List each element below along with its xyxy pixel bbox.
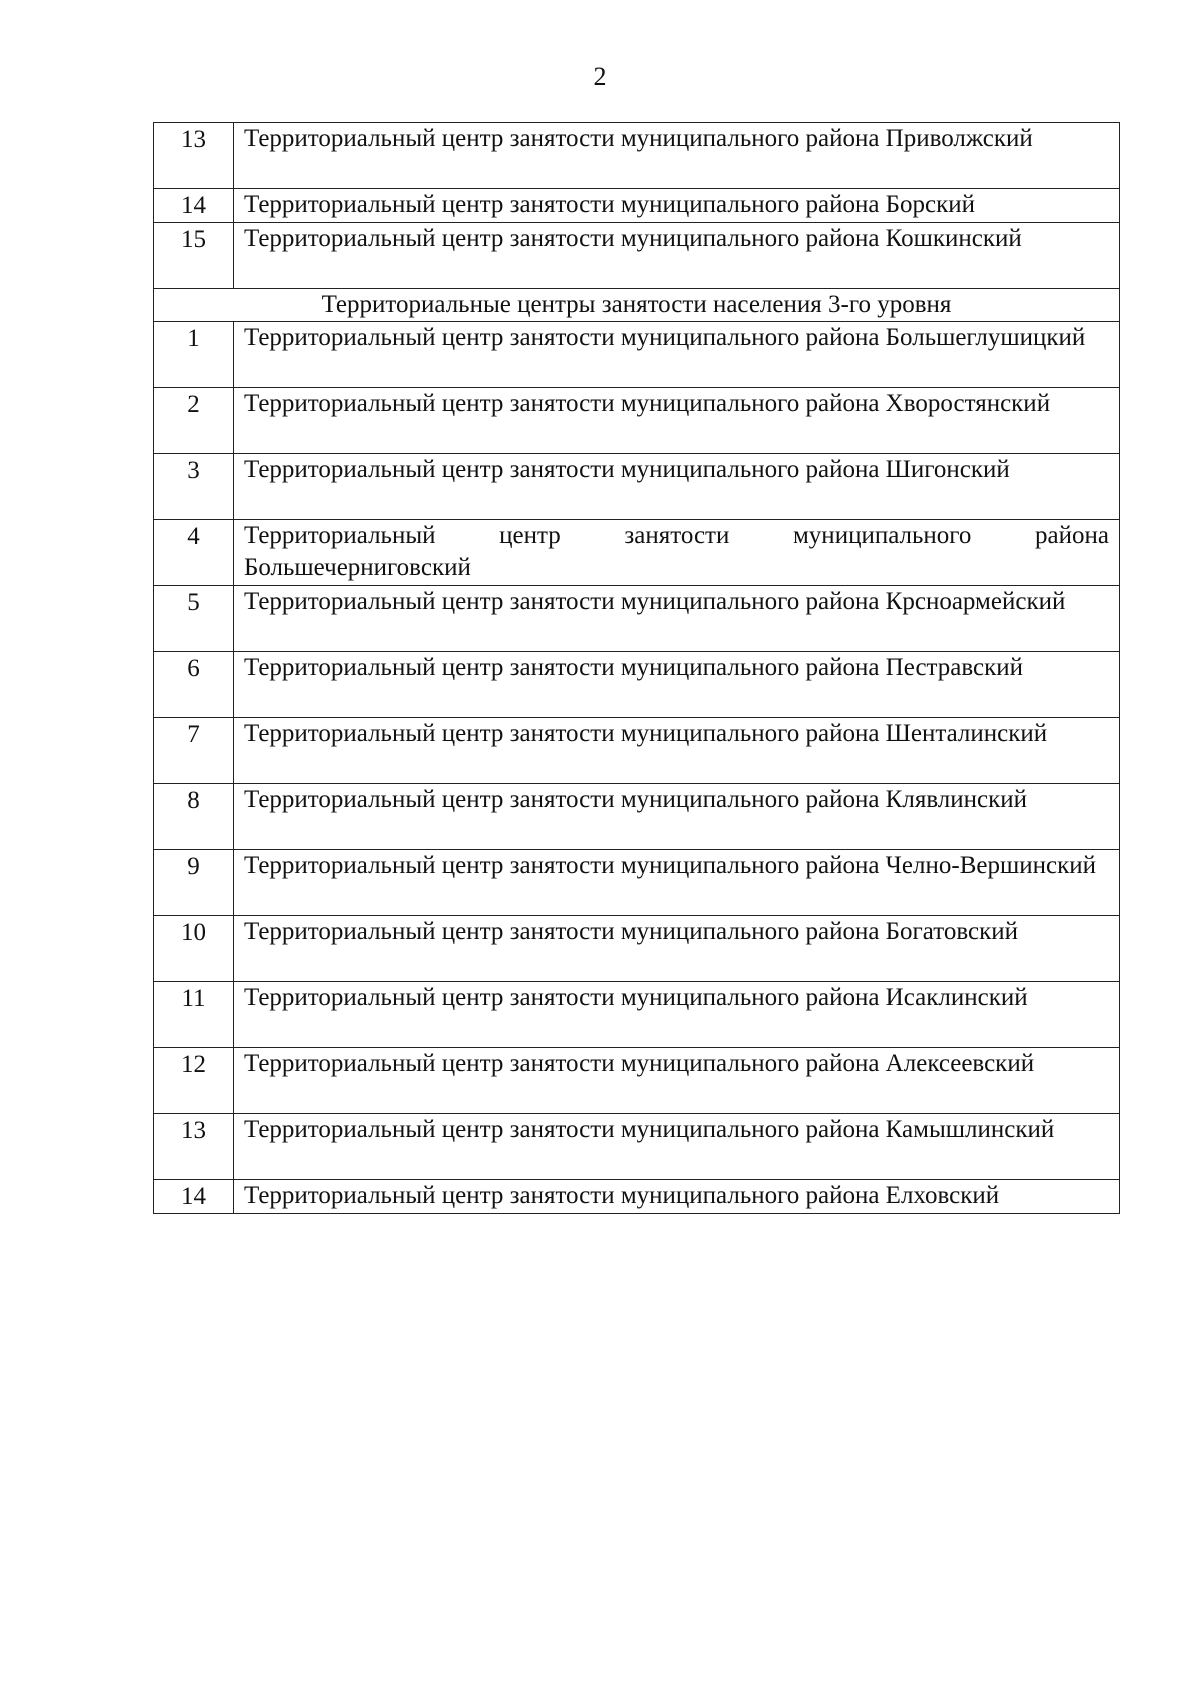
row-number: 1 bbox=[154, 322, 234, 388]
row-number: 5 bbox=[154, 586, 234, 652]
table-row bbox=[154, 916, 1120, 982]
table-row bbox=[154, 123, 1120, 189]
table-row bbox=[154, 1114, 1120, 1180]
row-text: Территориальный центр занятости муниципального района Шенталинский bbox=[234, 718, 1120, 784]
row-number: 13 bbox=[154, 1114, 234, 1180]
row-text: Территориальный центр занятости муниципального района Алексеевский bbox=[234, 1048, 1120, 1114]
row-number: 13 bbox=[154, 123, 234, 189]
table-row bbox=[154, 1180, 1120, 1214]
row-number: 14 bbox=[154, 189, 234, 223]
row-text: Территориальный центр занятости муниципального района Хворостянский bbox=[234, 388, 1120, 454]
row-number: 12 bbox=[154, 1048, 234, 1114]
table-row bbox=[154, 388, 1120, 454]
section-heading: Территориальные центры занятости населения 3-го уровня bbox=[154, 289, 1120, 322]
table-row bbox=[154, 784, 1120, 850]
table-row bbox=[154, 223, 1120, 289]
row-text: Территориальный центр занятости муниципального района Богатовский bbox=[234, 916, 1120, 982]
row-number: 6 bbox=[154, 652, 234, 718]
row-number: 11 bbox=[154, 982, 234, 1048]
row-number: 15 bbox=[154, 223, 234, 289]
row-number: 2 bbox=[154, 388, 234, 454]
row-text: Территориальный центр занятости муниципального района Елховский bbox=[234, 1180, 1120, 1214]
table-row bbox=[154, 322, 1120, 388]
row-text: Территориальный центр занятости муниципального района Большеглушицкий bbox=[234, 322, 1120, 388]
row-number: 3 bbox=[154, 454, 234, 520]
table-row bbox=[154, 189, 1120, 223]
employment-centers-table bbox=[153, 122, 1120, 1214]
table-row bbox=[154, 850, 1120, 916]
row-number: 14 bbox=[154, 1180, 234, 1214]
row-number: 9 bbox=[154, 850, 234, 916]
row-text: Территориальный центр занятости муниципального района Шигонский bbox=[234, 454, 1120, 520]
row-number: 8 bbox=[154, 784, 234, 850]
row-text: Территориальный центр занятости муниципального района Пестравский bbox=[234, 652, 1120, 718]
table-row bbox=[154, 982, 1120, 1048]
table-row bbox=[154, 586, 1120, 652]
row-text: Территориальный центр занятости муниципального района Исаклинский bbox=[234, 982, 1120, 1048]
table-row bbox=[154, 454, 1120, 520]
row-text: Территориальный центр занятости муниципального района Кошкинский bbox=[234, 223, 1120, 289]
row-text: Территориальный центр занятости муниципального района Приволжский bbox=[234, 123, 1120, 189]
row-text: Территориальный центр занятости муниципального района Камышлинский bbox=[234, 1114, 1120, 1180]
row-number: 7 bbox=[154, 718, 234, 784]
row-text: Территориальный центр занятости муниципального района Большечерниговский bbox=[234, 520, 1120, 586]
row-text: Территориальный центр занятости муниципального района Челно-Вершинский bbox=[234, 850, 1120, 916]
row-text: Территориальный центр занятости муниципального района Борский bbox=[234, 189, 1120, 223]
table-row bbox=[154, 1048, 1120, 1114]
table-row bbox=[154, 718, 1120, 784]
row-text: Территориальный центр занятости муниципального района Крсноармейский bbox=[234, 586, 1120, 652]
row-number: 10 bbox=[154, 916, 234, 982]
row-number: 4 bbox=[154, 520, 234, 586]
section-heading-row bbox=[154, 289, 1120, 322]
row-text: Территориальный центр занятости муниципального района Клявлинский bbox=[234, 784, 1120, 850]
table-row bbox=[154, 520, 1120, 586]
page-number: 2 bbox=[593, 62, 607, 91]
table-row bbox=[154, 652, 1120, 718]
